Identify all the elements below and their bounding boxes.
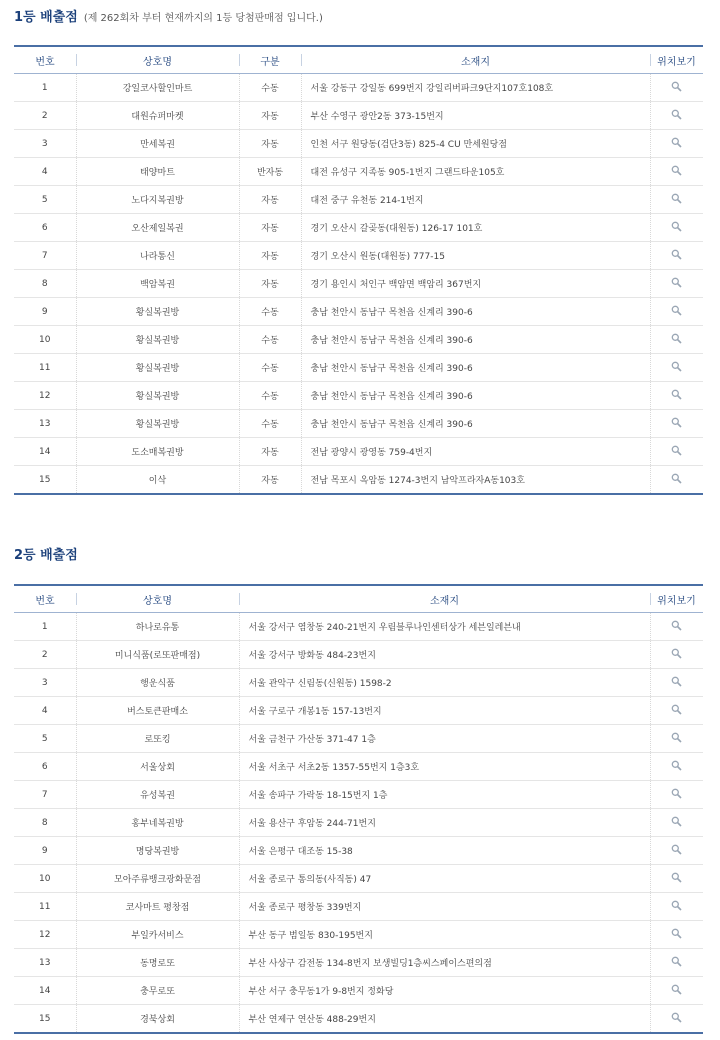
purchase-type: 자동 bbox=[239, 438, 301, 466]
table-row bbox=[14, 697, 703, 725]
magnifier-icon[interactable] bbox=[671, 872, 682, 883]
magnifier-icon[interactable] bbox=[671, 333, 682, 344]
col-header-map: 위치보기 bbox=[650, 585, 703, 613]
shop-name: 유성복권 bbox=[76, 781, 239, 809]
shop-address: 서울 종로구 평창동 339번지 bbox=[239, 893, 650, 921]
row-number: 8 bbox=[14, 809, 76, 837]
map-view-cell bbox=[650, 865, 703, 893]
magnifier-icon[interactable] bbox=[671, 81, 682, 92]
row-number: 14 bbox=[14, 438, 76, 466]
map-view-cell bbox=[650, 921, 703, 949]
magnifier-icon[interactable] bbox=[671, 1012, 682, 1023]
first-prize-table bbox=[14, 45, 703, 495]
purchase-type: 반자동 bbox=[239, 158, 301, 186]
shop-address: 대전 유성구 지족동 905-1번지 그랜드타운105호 bbox=[301, 158, 650, 186]
purchase-type: 수동 bbox=[239, 74, 301, 102]
magnifier-icon[interactable] bbox=[671, 249, 682, 260]
magnifier-icon[interactable] bbox=[671, 417, 682, 428]
shop-name: 오산제일복권 bbox=[76, 214, 239, 242]
table-row bbox=[14, 214, 703, 242]
shop-name: 코사마트 평창점 bbox=[76, 893, 239, 921]
map-view-cell bbox=[650, 809, 703, 837]
magnifier-icon[interactable] bbox=[671, 109, 682, 120]
shop-address: 서울 강동구 강일동 699번지 강일리버파크9단지107호108호 bbox=[301, 74, 650, 102]
row-number: 12 bbox=[14, 921, 76, 949]
shop-name: 미니식품(로또판매점) bbox=[76, 641, 239, 669]
shop-name: 황실복권방 bbox=[76, 382, 239, 410]
table-row bbox=[14, 186, 703, 214]
shop-name: 로또킹 bbox=[76, 725, 239, 753]
shop-address: 서울 구로구 개봉1동 157-13번지 bbox=[239, 697, 650, 725]
table-row bbox=[14, 781, 703, 809]
table-row bbox=[14, 865, 703, 893]
shop-address: 서울 관악구 신림동(신원동) 1598-2 bbox=[239, 669, 650, 697]
shop-address: 인천 서구 원당동(검단3동) 825-4 CU 만세원당점 bbox=[301, 130, 650, 158]
second-prize-table bbox=[14, 584, 703, 1034]
purchase-type: 자동 bbox=[239, 186, 301, 214]
map-view-cell bbox=[650, 1005, 703, 1034]
table-row bbox=[14, 466, 703, 495]
magnifier-icon[interactable] bbox=[671, 445, 682, 456]
map-view-cell bbox=[650, 669, 703, 697]
table-row bbox=[14, 753, 703, 781]
row-number: 4 bbox=[14, 158, 76, 186]
magnifier-icon[interactable] bbox=[671, 389, 682, 400]
magnifier-icon[interactable] bbox=[671, 900, 682, 911]
magnifier-icon[interactable] bbox=[671, 760, 682, 771]
row-number: 1 bbox=[14, 74, 76, 102]
shop-address: 충남 천안시 동남구 목천읍 신계리 390-6 bbox=[301, 410, 650, 438]
shop-name: 황실복권방 bbox=[76, 326, 239, 354]
table-row bbox=[14, 410, 703, 438]
map-view-cell bbox=[650, 354, 703, 382]
shop-name: 동명로또 bbox=[76, 949, 239, 977]
shop-address: 부산 사상구 감전동 134-8번지 보생빌딩1층씨스페이스편의점 bbox=[239, 949, 650, 977]
row-number: 9 bbox=[14, 298, 76, 326]
magnifier-icon[interactable] bbox=[671, 165, 682, 176]
shop-address: 경기 오산시 갈곶동(대원동) 126-17 101호 bbox=[301, 214, 650, 242]
purchase-type: 수동 bbox=[239, 410, 301, 438]
shop-name: 노다지복권방 bbox=[76, 186, 239, 214]
map-view-cell bbox=[650, 893, 703, 921]
table-row bbox=[14, 725, 703, 753]
shop-address: 서울 금천구 가산동 371-47 1층 bbox=[239, 725, 650, 753]
table-row bbox=[14, 669, 703, 697]
map-view-cell bbox=[650, 74, 703, 102]
table-row bbox=[14, 298, 703, 326]
shop-name: 버스토큰판매소 bbox=[76, 697, 239, 725]
purchase-type: 수동 bbox=[239, 298, 301, 326]
shop-address: 서울 송파구 가락동 18-15번지 1층 bbox=[239, 781, 650, 809]
table-row bbox=[14, 270, 703, 298]
shop-name: 황실복권방 bbox=[76, 354, 239, 382]
shop-name: 황실복권방 bbox=[76, 410, 239, 438]
shop-address: 대전 중구 유천동 214-1번지 bbox=[301, 186, 650, 214]
shop-address: 전남 목포시 옥암동 1274-3번지 남악프라자A동103호 bbox=[301, 466, 650, 495]
row-number: 12 bbox=[14, 382, 76, 410]
purchase-type: 자동 bbox=[239, 102, 301, 130]
map-view-cell bbox=[650, 753, 703, 781]
row-number: 11 bbox=[14, 354, 76, 382]
magnifier-icon[interactable] bbox=[671, 732, 682, 743]
table-row bbox=[14, 893, 703, 921]
map-view-cell bbox=[650, 438, 703, 466]
magnifier-icon[interactable] bbox=[671, 137, 682, 148]
shop-address: 서울 서초구 서초2동 1357-55번지 1층3호 bbox=[239, 753, 650, 781]
map-view-cell bbox=[650, 158, 703, 186]
shop-name: 백암복권 bbox=[76, 270, 239, 298]
col-header-shop: 상호명 bbox=[76, 585, 239, 613]
shop-address: 부산 서구 충무동1가 9-8번지 정화당 bbox=[239, 977, 650, 1005]
col-header-address: 소재지 bbox=[239, 585, 650, 613]
first-prize-subtitle: (제 262회차 부터 현재까지의 1등 당첨판매점 입니다.) bbox=[83, 13, 323, 24]
row-number: 4 bbox=[14, 697, 76, 725]
purchase-type: 자동 bbox=[239, 130, 301, 158]
shop-address: 충남 천안시 동남구 목천읍 신계리 390-6 bbox=[301, 326, 650, 354]
table-row bbox=[14, 158, 703, 186]
shop-address: 전남 광양시 광영동 759-4번지 bbox=[301, 438, 650, 466]
shop-name: 강일코사할인마트 bbox=[76, 74, 239, 102]
row-number: 2 bbox=[14, 102, 76, 130]
col-header-map: 위치보기 bbox=[650, 46, 703, 74]
shop-address: 서울 용산구 후암동 244-71번지 bbox=[239, 809, 650, 837]
shop-name: 태양마트 bbox=[76, 158, 239, 186]
table-row bbox=[14, 382, 703, 410]
table-row bbox=[14, 438, 703, 466]
map-view-cell bbox=[650, 298, 703, 326]
first-prize-title: 1등 배출점 bbox=[14, 10, 78, 25]
row-number: 5 bbox=[14, 186, 76, 214]
shop-address: 부산 동구 범일동 830-195번지 bbox=[239, 921, 650, 949]
shop-name: 나라통신 bbox=[76, 242, 239, 270]
map-view-cell bbox=[650, 186, 703, 214]
purchase-type: 수동 bbox=[239, 354, 301, 382]
magnifier-icon[interactable] bbox=[671, 704, 682, 715]
purchase-type: 자동 bbox=[239, 214, 301, 242]
shop-address: 충남 천안시 동남구 목천읍 신계리 390-6 bbox=[301, 382, 650, 410]
shop-name: 대원슈퍼마켓 bbox=[76, 102, 239, 130]
shop-name: 만세복권 bbox=[76, 130, 239, 158]
row-number: 8 bbox=[14, 270, 76, 298]
table-row bbox=[14, 74, 703, 102]
col-header-number: 번호 bbox=[14, 46, 76, 74]
table-row bbox=[14, 921, 703, 949]
shop-name: 홍부네복권방 bbox=[76, 809, 239, 837]
magnifier-icon[interactable] bbox=[671, 193, 682, 204]
map-view-cell bbox=[650, 949, 703, 977]
purchase-type: 자동 bbox=[239, 270, 301, 298]
map-view-cell bbox=[650, 410, 703, 438]
map-view-cell bbox=[650, 781, 703, 809]
shop-address: 서울 종로구 통의동(사직동) 47 bbox=[239, 865, 650, 893]
map-view-cell bbox=[650, 613, 703, 641]
table-row bbox=[14, 242, 703, 270]
row-number: 7 bbox=[14, 781, 76, 809]
shop-name: 이삭 bbox=[76, 466, 239, 495]
second-prize-title: 2등 배출점 bbox=[14, 548, 78, 563]
table-row bbox=[14, 641, 703, 669]
map-view-cell bbox=[650, 466, 703, 495]
map-view-cell bbox=[650, 977, 703, 1005]
row-number: 7 bbox=[14, 242, 76, 270]
row-number: 1 bbox=[14, 613, 76, 641]
magnifier-icon[interactable] bbox=[671, 277, 682, 288]
map-view-cell bbox=[650, 641, 703, 669]
magnifier-icon[interactable] bbox=[671, 676, 682, 687]
row-number: 10 bbox=[14, 865, 76, 893]
col-header-shop: 상호명 bbox=[76, 46, 239, 74]
table-row bbox=[14, 949, 703, 977]
shop-address: 경기 오산시 원동(대원동) 777-15 bbox=[301, 242, 650, 270]
table-row bbox=[14, 354, 703, 382]
col-header-type: 구분 bbox=[239, 46, 301, 74]
table-row bbox=[14, 1005, 703, 1034]
table-row bbox=[14, 809, 703, 837]
row-number: 13 bbox=[14, 949, 76, 977]
map-view-cell bbox=[650, 697, 703, 725]
magnifier-icon[interactable] bbox=[671, 928, 682, 939]
row-number: 9 bbox=[14, 837, 76, 865]
col-header-address: 소재지 bbox=[301, 46, 650, 74]
magnifier-icon[interactable] bbox=[671, 844, 682, 855]
first-prize-heading bbox=[14, 6, 323, 25]
magnifier-icon[interactable] bbox=[671, 305, 682, 316]
table-row bbox=[14, 977, 703, 1005]
shop-name: 행운식품 bbox=[76, 669, 239, 697]
shop-address: 충남 천안시 동남구 목천읍 신계리 390-6 bbox=[301, 354, 650, 382]
map-view-cell bbox=[650, 242, 703, 270]
shop-name: 서울상회 bbox=[76, 753, 239, 781]
row-number: 15 bbox=[39, 474, 51, 485]
row-number: 15 bbox=[39, 1013, 51, 1024]
row-number: 6 bbox=[14, 214, 76, 242]
table-row bbox=[14, 326, 703, 354]
map-view-cell bbox=[650, 102, 703, 130]
table-header-row bbox=[14, 46, 703, 74]
magnifier-icon[interactable] bbox=[671, 473, 682, 484]
shop-address: 부산 연제구 연산동 488-29번지 bbox=[239, 1005, 650, 1034]
table-row bbox=[14, 837, 703, 865]
shop-address: 부산 수영구 광안2동 373-15번지 bbox=[301, 102, 650, 130]
magnifier-icon[interactable] bbox=[671, 648, 682, 659]
row-number: 14 bbox=[14, 977, 76, 1005]
map-view-cell bbox=[650, 382, 703, 410]
row-number: 13 bbox=[14, 410, 76, 438]
shop-address: 서울 은평구 대조동 15-38 bbox=[239, 837, 650, 865]
shop-address: 서울 강서구 염창동 240-21번지 우림블루나인센터상가 세븐일레븐내 bbox=[239, 613, 650, 641]
row-number: 5 bbox=[14, 725, 76, 753]
shop-name: 모아주류뱅크광화문점 bbox=[76, 865, 239, 893]
magnifier-icon[interactable] bbox=[671, 361, 682, 372]
shop-name: 부일카서비스 bbox=[76, 921, 239, 949]
map-view-cell bbox=[650, 270, 703, 298]
col-header-number: 번호 bbox=[14, 585, 76, 613]
table-row bbox=[14, 130, 703, 158]
shop-address: 경기 용인시 처인구 백암면 백암리 367번지 bbox=[301, 270, 650, 298]
shop-name: 도소매복권방 bbox=[76, 438, 239, 466]
row-number: 3 bbox=[14, 669, 76, 697]
shop-address: 충남 천안시 동남구 목천읍 신계리 390-6 bbox=[301, 298, 650, 326]
row-number: 10 bbox=[14, 326, 76, 354]
row-number: 3 bbox=[14, 130, 76, 158]
map-view-cell bbox=[650, 837, 703, 865]
purchase-type: 자동 bbox=[239, 242, 301, 270]
map-view-cell bbox=[650, 725, 703, 753]
map-view-cell bbox=[650, 214, 703, 242]
purchase-type: 수동 bbox=[239, 382, 301, 410]
shop-name: 황실복권방 bbox=[76, 298, 239, 326]
magnifier-icon[interactable] bbox=[671, 620, 682, 631]
shop-name: 명당복권방 bbox=[76, 837, 239, 865]
row-number: 6 bbox=[14, 753, 76, 781]
shop-name: 충무로또 bbox=[76, 977, 239, 1005]
row-number: 2 bbox=[14, 641, 76, 669]
purchase-type: 수동 bbox=[239, 326, 301, 354]
magnifier-icon[interactable] bbox=[671, 956, 682, 967]
purchase-type: 자동 bbox=[239, 466, 301, 495]
table-header-row bbox=[14, 585, 703, 613]
table-row bbox=[14, 613, 703, 641]
shop-name: 경북상회 bbox=[76, 1005, 239, 1034]
map-view-cell bbox=[650, 326, 703, 354]
table-row bbox=[14, 102, 703, 130]
magnifier-icon[interactable] bbox=[671, 984, 682, 995]
magnifier-icon[interactable] bbox=[671, 221, 682, 232]
row-number: 11 bbox=[14, 893, 76, 921]
magnifier-icon[interactable] bbox=[671, 816, 682, 827]
shop-name: 하나로유통 bbox=[76, 613, 239, 641]
map-view-cell bbox=[650, 130, 703, 158]
magnifier-icon[interactable] bbox=[671, 788, 682, 799]
shop-address: 서울 강서구 방화동 484-23번지 bbox=[239, 641, 650, 669]
second-prize-heading bbox=[14, 544, 78, 563]
